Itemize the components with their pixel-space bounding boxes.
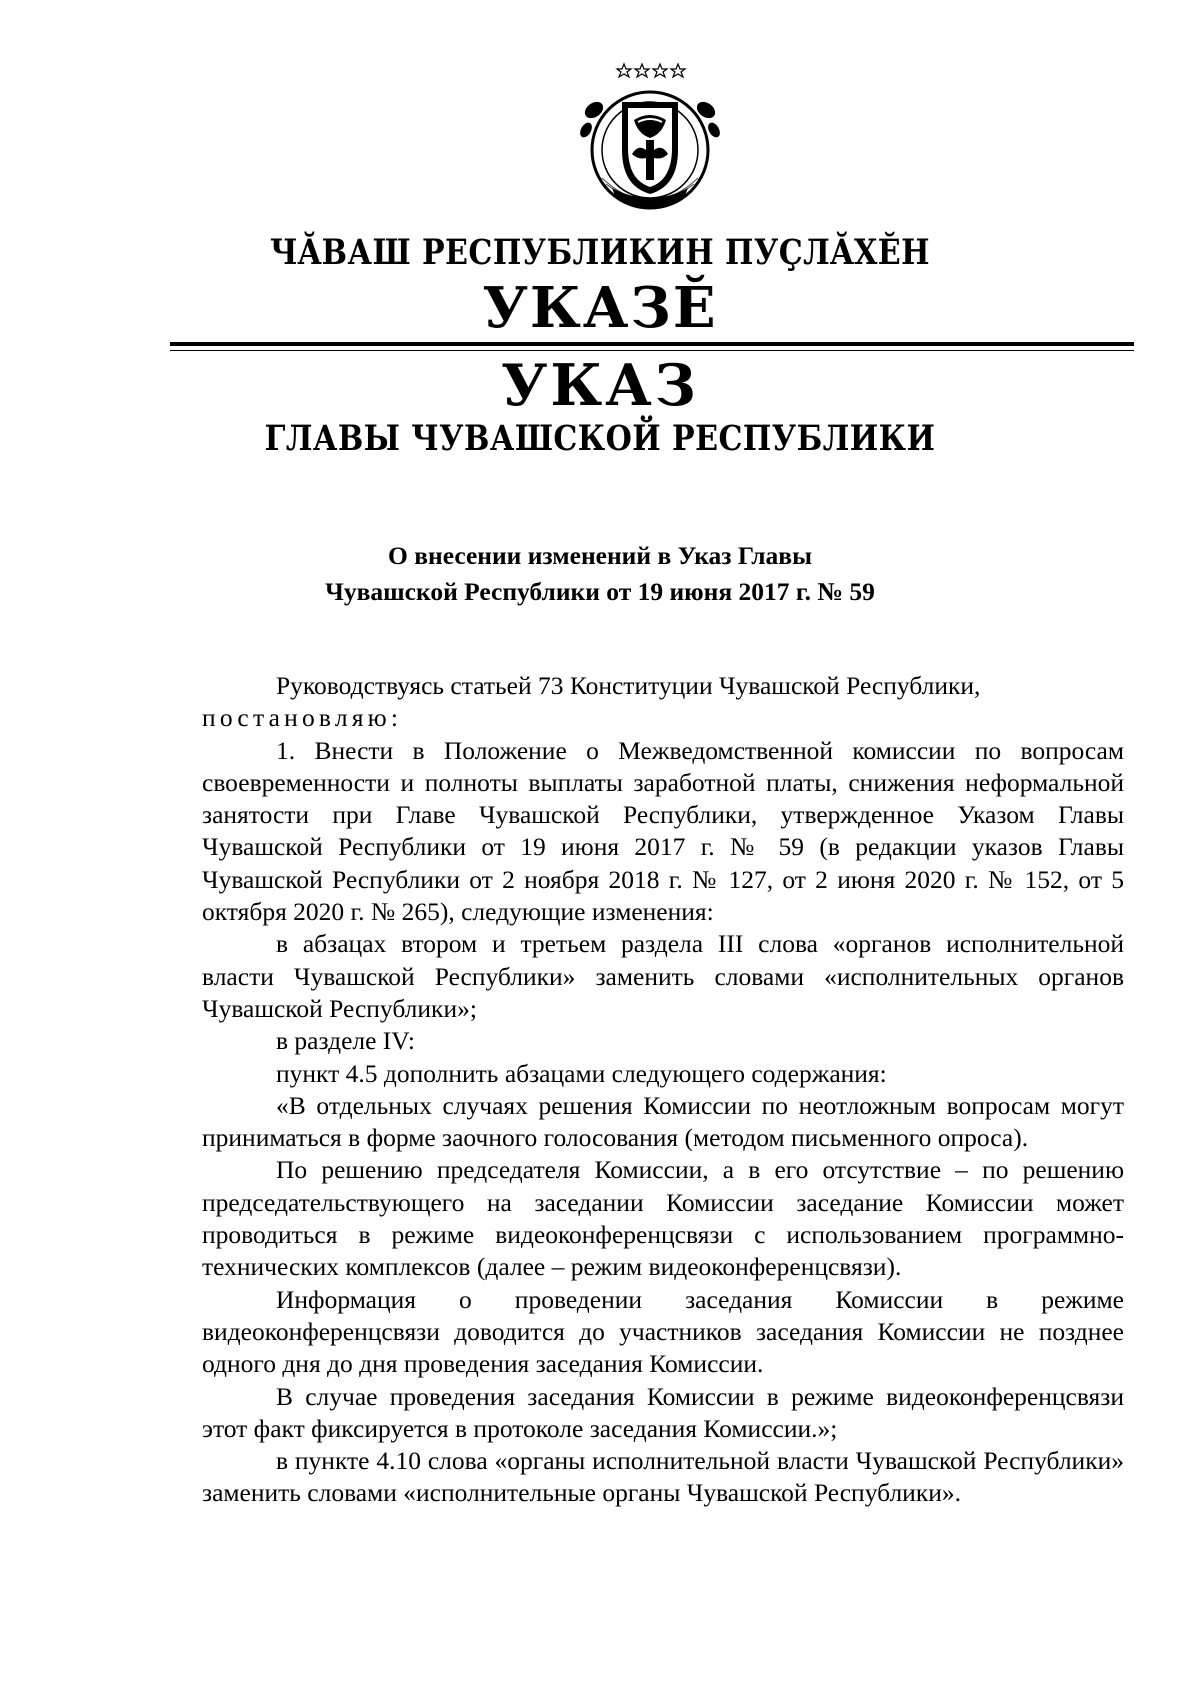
decree-subject	[0, 538, 1200, 610]
paragraph-6: По решению председателя Комиссии, а в его отсутствие – по решению председательствующего на заседании Комиссии заседание Комиссии может проводиться в режиме видеоконференцсвязи с использованием программно-технических комплексов (далее – режим видеоконференцсвязи).	[202, 1155, 1124, 1282]
decree-word: постановляю:	[202, 703, 403, 733]
header-divider-thin	[170, 350, 1134, 351]
russian-title-line1: УКАЗ	[501, 352, 699, 419]
russian-title-line2: ГЛАВЫ ЧУВАШСКОЙ РЕСПУБЛИКИ	[264, 418, 936, 459]
emblem-stars	[617, 64, 685, 77]
paragraph-4: пункт 4.5 дополнить абзацами следующего содержания:	[276, 1058, 887, 1088]
paragraph-7: Информация о проведении заседания Комиссии в режиме видеоконференцсвязи доводится до участников заседания Комиссии не позднее одного дня до дня проведения заседания Комиссии.	[202, 1284, 1124, 1379]
paragraph-9: в пункте 4.10 слова «органы исполнительной власти Чувашской Республики» заменить словами «исполнительные органы Чувашской Республики».	[202, 1446, 1124, 1508]
intro-paragraph: Руководствуясь статьей 73 Конституции Чувашской Республики,	[276, 671, 981, 700]
paragraph-3: в разделе IV:	[276, 1026, 415, 1056]
decree-body	[202, 670, 1124, 1510]
paragraph-8: В случае проведения заседания Комиссии в режиме видеоконференцсвязи этот факт фиксируется в протоколе заседания Комиссии.»;	[202, 1381, 1124, 1443]
subject-line1: О внесении изменений в Указ Главы	[388, 541, 812, 570]
header-divider-thick	[170, 342, 1134, 346]
paragraph-2: в абзацах втором и третьем раздела III слова «органов исполнительной власти Чувашской Республики» заменить словами «исполнительных органов Чувашской Республики»;	[202, 929, 1124, 1023]
paragraph-5: «В отдельных случаях решения Комиссии по неотложным вопросам могут приниматься в форме заочного голосования (методом письменного опроса).	[202, 1090, 1124, 1153]
chuvash-title-line2: УКАЗĔ	[482, 275, 718, 341]
paragraph-1: 1. Внести в Положение о Межведомственной комиссии по вопросам своевременности и полноты выплаты заработной платы, снижения неформальной занятости при Главе Чувашской Республики, утвержденное Указом Главы Чувашской Республики от 19 июня 2017 г. № 59 (в редакции указов Главы Чувашской Республики от 2 ноября 2018 г. № 127, от 2 июня 2020 г. № 152, от 5 октября 2020 г. № 265), следующие изменения:	[202, 735, 1124, 927]
coat-of-arms-icon	[572, 58, 728, 218]
chuvash-title-line1: ЧĂВАШ РЕСПУБЛИКИН ПУÇЛĂХĔН	[269, 232, 931, 273]
subject-line2: Чувашской Республики от 19 июня 2017 г. № 59	[325, 577, 875, 606]
